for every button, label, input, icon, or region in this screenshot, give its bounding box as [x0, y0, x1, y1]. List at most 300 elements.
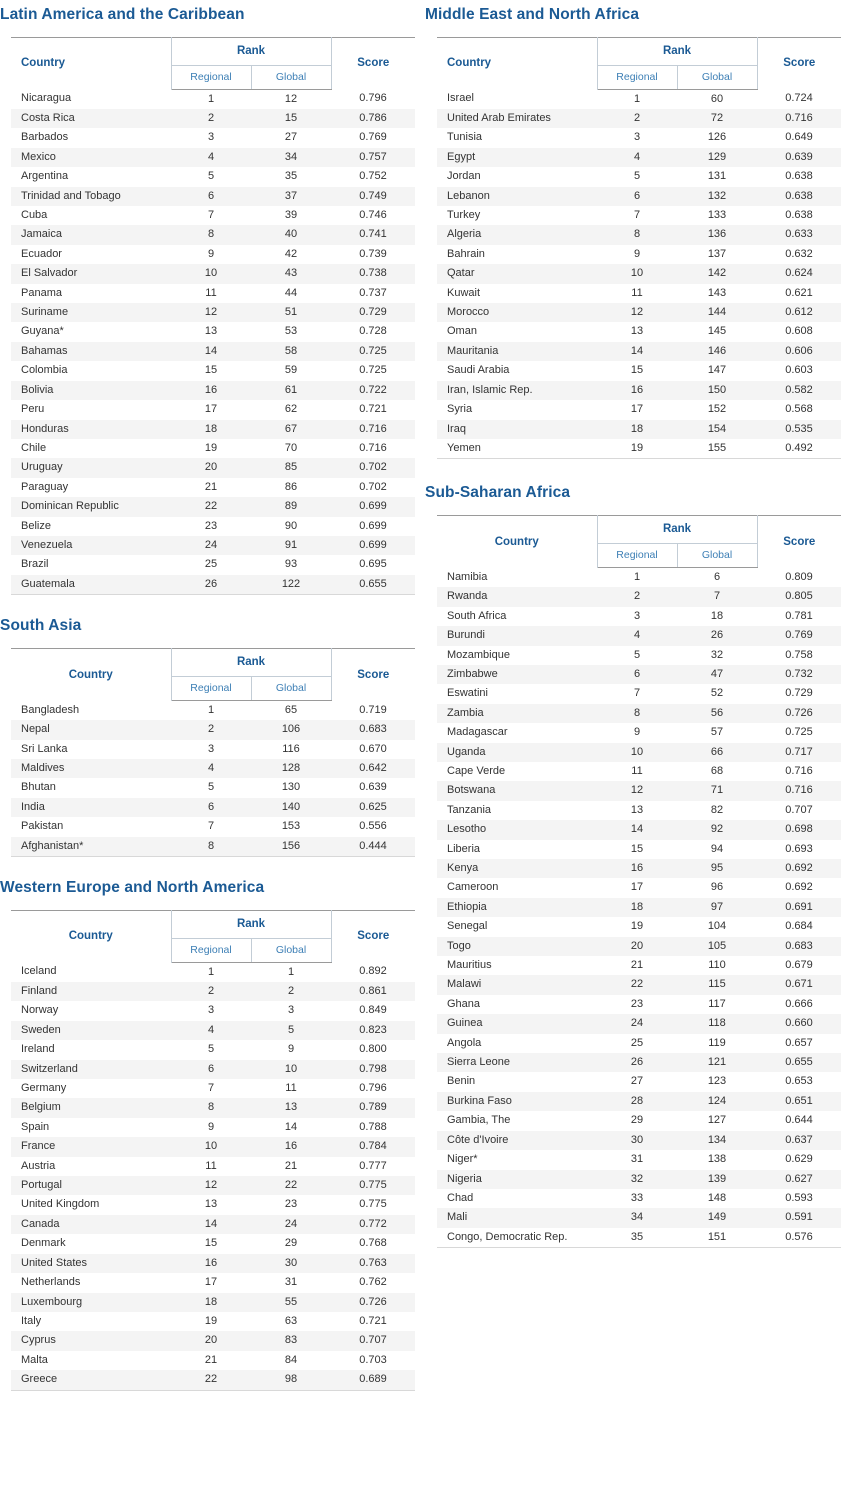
cell-country: El Salvador — [11, 264, 171, 283]
table-row — [437, 840, 841, 859]
cell-rank-regional: 5 — [171, 778, 251, 797]
cell-country: Niger* — [437, 1150, 597, 1169]
cell-score: 0.781 — [757, 607, 841, 626]
cell-country: Rwanda — [437, 587, 597, 606]
cell-rank-regional: 21 — [171, 478, 251, 497]
cell-score: 0.800 — [331, 1040, 415, 1059]
column-subheader-global: Global — [677, 65, 757, 89]
table-row — [437, 587, 841, 606]
cell-country: Mauritania — [437, 342, 597, 361]
cell-country: Zimbabwe — [437, 665, 597, 684]
cell-rank-regional: 13 — [597, 322, 677, 341]
cell-rank-global: 11 — [251, 1079, 331, 1098]
column-header-country: Country — [11, 910, 171, 962]
cell-rank-regional: 23 — [171, 517, 251, 536]
cell-country: Barbados — [11, 128, 171, 147]
cell-score: 0.738 — [331, 264, 415, 283]
cell-country: Cyprus — [11, 1331, 171, 1350]
cell-rank-regional: 4 — [597, 148, 677, 167]
table-row — [11, 1040, 415, 1059]
column-subheader-global: Global — [251, 676, 331, 700]
cell-rank-regional: 11 — [171, 284, 251, 303]
cell-rank-global: 119 — [677, 1034, 757, 1053]
cell-rank-regional: 21 — [171, 1351, 251, 1370]
cell-score: 0.657 — [757, 1034, 841, 1053]
table-row — [11, 497, 415, 516]
cell-rank-regional: 23 — [597, 995, 677, 1014]
cell-country: Maldives — [11, 759, 171, 778]
cell-rank-regional: 5 — [171, 167, 251, 186]
table-row — [437, 381, 841, 400]
cell-rank-global: 29 — [251, 1234, 331, 1253]
cell-country: Greece — [11, 1370, 171, 1390]
cell-rank-regional: 16 — [597, 859, 677, 878]
cell-rank-global: 51 — [251, 303, 331, 322]
table-row — [437, 1208, 841, 1227]
cell-country: Egypt — [437, 148, 597, 167]
cell-rank-global: 23 — [251, 1195, 331, 1214]
table-row — [437, 1053, 841, 1072]
cell-rank-global: 122 — [251, 575, 331, 595]
cell-rank-global: 10 — [251, 1060, 331, 1079]
section-middle-east-and-north-africa — [425, 0, 850, 459]
cell-score: 0.729 — [757, 684, 841, 703]
table-body — [11, 962, 415, 1390]
table-row — [11, 517, 415, 536]
table-row — [11, 1195, 415, 1214]
cell-score: 0.729 — [331, 303, 415, 322]
cell-country: Saudi Arabia — [437, 361, 597, 380]
cell-rank-global: 42 — [251, 245, 331, 264]
section-title: Latin America and the Caribbean — [0, 6, 245, 23]
cell-rank-global: 144 — [677, 303, 757, 322]
cell-country: Eswatini — [437, 684, 597, 703]
cell-rank-global: 152 — [677, 400, 757, 419]
cell-rank-regional: 12 — [171, 1176, 251, 1195]
cell-country: Nepal — [11, 720, 171, 739]
table-row — [11, 1079, 415, 1098]
table-row — [437, 665, 841, 684]
column-header-score: Score — [331, 910, 415, 962]
cell-country: Oman — [437, 322, 597, 341]
table-row — [437, 820, 841, 839]
table-body — [11, 89, 415, 595]
cell-country: Uruguay — [11, 458, 171, 477]
cell-country: Burkina Faso — [437, 1092, 597, 1111]
cell-rank-regional: 28 — [597, 1092, 677, 1111]
cell-country: Austria — [11, 1157, 171, 1176]
cell-rank-regional: 14 — [597, 342, 677, 361]
cell-rank-regional: 27 — [597, 1072, 677, 1091]
cell-country: Afghanistan* — [11, 837, 171, 857]
cell-rank-global: 22 — [251, 1176, 331, 1195]
cell-country: Senegal — [437, 917, 597, 936]
cell-score: 0.695 — [331, 555, 415, 574]
section-western-europe-and-north-america — [0, 857, 425, 1391]
cell-rank-global: 13 — [251, 1098, 331, 1117]
cell-rank-global: 127 — [677, 1111, 757, 1130]
table-row — [11, 458, 415, 477]
cell-rank-global: 90 — [251, 517, 331, 536]
cell-rank-global: 2 — [251, 982, 331, 1001]
cell-rank-regional: 1 — [597, 567, 677, 587]
cell-country: Israel — [437, 89, 597, 109]
cell-rank-regional: 7 — [597, 206, 677, 225]
cell-rank-global: 115 — [677, 975, 757, 994]
table-row — [11, 1137, 415, 1156]
cell-rank-regional: 8 — [171, 837, 251, 857]
cell-rank-global: 59 — [251, 361, 331, 380]
section-title: Western Europe and North America — [0, 879, 265, 896]
cell-rank-regional: 11 — [597, 762, 677, 781]
table-row — [11, 1312, 415, 1331]
table-row — [437, 646, 841, 665]
cell-country: United Arab Emirates — [437, 109, 597, 128]
cell-rank-global: 139 — [677, 1170, 757, 1189]
cell-country: Spain — [11, 1118, 171, 1137]
table-row — [11, 109, 415, 128]
table-row — [437, 1034, 841, 1053]
cell-score: 0.737 — [331, 284, 415, 303]
cell-rank-global: 31 — [251, 1273, 331, 1292]
cell-rank-regional: 20 — [597, 937, 677, 956]
cell-rank-global: 14 — [251, 1118, 331, 1137]
cell-score: 0.892 — [331, 962, 415, 982]
cell-rank-global: 86 — [251, 478, 331, 497]
cell-score: 0.666 — [757, 995, 841, 1014]
cell-score: 0.788 — [331, 1118, 415, 1137]
table-row — [11, 1118, 415, 1137]
cell-score: 0.772 — [331, 1215, 415, 1234]
cell-rank-global: 105 — [677, 937, 757, 956]
cell-rank-global: 52 — [677, 684, 757, 703]
cell-country: South Africa — [437, 607, 597, 626]
column-header-rank: Rank — [597, 515, 757, 543]
cell-score: 0.707 — [331, 1331, 415, 1350]
cell-score: 0.699 — [331, 517, 415, 536]
cell-rank-regional: 19 — [597, 917, 677, 936]
cell-rank-regional: 25 — [597, 1034, 677, 1053]
section-title: South Asia — [0, 617, 82, 635]
cell-score: 0.683 — [331, 720, 415, 739]
table-row — [437, 801, 841, 820]
table-header-row — [11, 37, 415, 65]
ranking-table — [11, 910, 415, 1391]
column-header-score: Score — [757, 515, 841, 567]
cell-rank-regional: 17 — [597, 878, 677, 897]
table-row — [11, 89, 415, 109]
cell-score: 0.716 — [331, 420, 415, 439]
cell-rank-regional: 7 — [597, 684, 677, 703]
cell-rank-regional: 9 — [171, 1118, 251, 1137]
left-column — [0, 0, 425, 1391]
table-row — [11, 361, 415, 380]
cell-rank-regional: 1 — [171, 700, 251, 720]
cell-score: 0.703 — [331, 1351, 415, 1370]
table-row — [11, 264, 415, 283]
cell-score: 0.768 — [331, 1234, 415, 1253]
cell-rank-global: 9 — [251, 1040, 331, 1059]
cell-score: 0.758 — [757, 646, 841, 665]
cell-rank-global: 97 — [677, 898, 757, 917]
table-row — [11, 798, 415, 817]
cell-country: Bolivia — [11, 381, 171, 400]
cell-rank-global: 27 — [251, 128, 331, 147]
cell-score: 0.638 — [757, 167, 841, 186]
cell-rank-regional: 10 — [597, 264, 677, 283]
table-body — [437, 89, 841, 459]
cell-score: 0.702 — [331, 458, 415, 477]
table-row — [11, 342, 415, 361]
cell-rank-regional: 8 — [597, 704, 677, 723]
cell-country: Côte d'Ivoire — [437, 1131, 597, 1150]
table-row — [437, 245, 841, 264]
cell-country: Iceland — [11, 962, 171, 982]
table-row — [11, 1351, 415, 1370]
cell-country: Cameroon — [437, 878, 597, 897]
table-row — [437, 859, 841, 878]
cell-rank-regional: 5 — [597, 167, 677, 186]
table-row — [437, 995, 841, 1014]
cell-country: United States — [11, 1254, 171, 1273]
cell-rank-global: 85 — [251, 458, 331, 477]
cell-country: Paraguay — [11, 478, 171, 497]
cell-country: India — [11, 798, 171, 817]
cell-rank-global: 47 — [677, 665, 757, 684]
cell-country: Guatemala — [11, 575, 171, 595]
cell-rank-regional: 8 — [171, 225, 251, 244]
cell-country: Lesotho — [437, 820, 597, 839]
cell-rank-regional: 6 — [171, 798, 251, 817]
cell-score: 0.746 — [331, 206, 415, 225]
table-row — [437, 128, 841, 147]
column-subheader-global: Global — [251, 65, 331, 89]
column-header-rank: Rank — [171, 910, 331, 938]
cell-score: 0.576 — [757, 1228, 841, 1248]
cell-score: 0.702 — [331, 478, 415, 497]
table-row — [11, 1157, 415, 1176]
cell-score: 0.444 — [331, 837, 415, 857]
column-header-country: Country — [437, 37, 597, 89]
cell-rank-regional: 21 — [597, 956, 677, 975]
cell-country: Mali — [437, 1208, 597, 1227]
table-row — [437, 743, 841, 762]
cell-rank-regional: 17 — [171, 1273, 251, 1292]
cell-rank-global: 91 — [251, 536, 331, 555]
cell-rank-global: 138 — [677, 1150, 757, 1169]
cell-country: Venezuela — [11, 536, 171, 555]
cell-rank-global: 7 — [677, 587, 757, 606]
cell-rank-regional: 33 — [597, 1189, 677, 1208]
cell-rank-global: 58 — [251, 342, 331, 361]
table-row — [11, 381, 415, 400]
cell-country: Malta — [11, 1351, 171, 1370]
cell-score: 0.763 — [331, 1254, 415, 1273]
cell-rank-regional: 3 — [171, 740, 251, 759]
table-row — [437, 704, 841, 723]
cell-country: Congo, Democratic Rep. — [437, 1228, 597, 1248]
table-row — [11, 1021, 415, 1040]
cell-country: Peru — [11, 400, 171, 419]
cell-rank-global: 3 — [251, 1001, 331, 1020]
cell-rank-global: 155 — [677, 439, 757, 459]
cell-rank-regional: 16 — [171, 381, 251, 400]
cell-score: 0.722 — [331, 381, 415, 400]
cell-score: 0.535 — [757, 420, 841, 439]
table-row — [437, 303, 841, 322]
cell-rank-regional: 6 — [597, 187, 677, 206]
table-row — [437, 1150, 841, 1169]
cell-score: 0.556 — [331, 817, 415, 836]
table-row — [11, 1098, 415, 1117]
cell-rank-global: 89 — [251, 497, 331, 516]
ranking-table — [11, 648, 415, 857]
table-row — [11, 1370, 415, 1390]
cell-rank-global: 128 — [251, 759, 331, 778]
cell-country: Qatar — [437, 264, 597, 283]
cell-country: Denmark — [11, 1234, 171, 1253]
cell-score: 0.603 — [757, 361, 841, 380]
cell-score: 0.691 — [757, 898, 841, 917]
table-row — [437, 1072, 841, 1091]
cell-country: Lebanon — [437, 187, 597, 206]
ranking-table — [437, 515, 841, 1248]
table-row — [437, 723, 841, 742]
cell-rank-global: 148 — [677, 1189, 757, 1208]
cell-score: 0.732 — [757, 665, 841, 684]
cell-rank-global: 123 — [677, 1072, 757, 1091]
cell-country: Gambia, The — [437, 1111, 597, 1130]
cell-rank-regional: 22 — [171, 1370, 251, 1390]
cell-rank-global: 98 — [251, 1370, 331, 1390]
cell-country: France — [11, 1137, 171, 1156]
cell-country: Trinidad and Tobago — [11, 187, 171, 206]
cell-rank-regional: 18 — [597, 898, 677, 917]
cell-score: 0.632 — [757, 245, 841, 264]
cell-rank-global: 16 — [251, 1137, 331, 1156]
cell-rank-global: 110 — [677, 956, 757, 975]
cell-rank-global: 57 — [677, 723, 757, 742]
column-header-country: Country — [437, 515, 597, 567]
section-title: Sub-Saharan Africa — [425, 484, 571, 502]
cell-score: 0.809 — [757, 567, 841, 587]
cell-rank-regional: 34 — [597, 1208, 677, 1227]
cell-score: 0.784 — [331, 1137, 415, 1156]
cell-rank-global: 5 — [251, 1021, 331, 1040]
column-subheader-regional: Regional — [171, 676, 251, 700]
cell-country: Ghana — [437, 995, 597, 1014]
cell-country: Guyana* — [11, 322, 171, 341]
table-row — [11, 187, 415, 206]
table-row — [11, 439, 415, 458]
cell-rank-regional: 1 — [597, 89, 677, 109]
cell-country: Belize — [11, 517, 171, 536]
cell-score: 0.716 — [757, 762, 841, 781]
table-row — [437, 626, 841, 645]
cell-rank-regional: 6 — [171, 187, 251, 206]
table-row — [11, 536, 415, 555]
cell-rank-global: 18 — [677, 607, 757, 626]
table-row — [11, 982, 415, 1001]
table-row — [437, 361, 841, 380]
cell-score: 0.653 — [757, 1072, 841, 1091]
cell-country: Chad — [437, 1189, 597, 1208]
cell-rank-regional: 15 — [171, 1234, 251, 1253]
cell-rank-regional: 18 — [171, 420, 251, 439]
cell-rank-global: 133 — [677, 206, 757, 225]
cell-score: 0.642 — [331, 759, 415, 778]
table-row — [437, 284, 841, 303]
cell-country: Argentina — [11, 167, 171, 186]
table-row — [11, 575, 415, 595]
cell-rank-regional: 15 — [171, 361, 251, 380]
cell-score: 0.726 — [331, 1293, 415, 1312]
table-row — [11, 1254, 415, 1273]
cell-country: Brazil — [11, 555, 171, 574]
cell-country: Iraq — [437, 420, 597, 439]
cell-rank-global: 116 — [251, 740, 331, 759]
cell-score: 0.633 — [757, 225, 841, 244]
cell-rank-regional: 8 — [171, 1098, 251, 1117]
table-row — [11, 1234, 415, 1253]
cell-rank-regional: 2 — [597, 109, 677, 128]
cell-score: 0.608 — [757, 322, 841, 341]
cell-country: Liberia — [437, 840, 597, 859]
cell-country: Cape Verde — [437, 762, 597, 781]
cell-rank-regional: 16 — [597, 381, 677, 400]
cell-country: Malawi — [437, 975, 597, 994]
cell-country: Botswana — [437, 781, 597, 800]
table-row — [11, 206, 415, 225]
cell-rank-global: 56 — [677, 704, 757, 723]
right-column — [425, 0, 850, 1248]
table-row — [437, 567, 841, 587]
cell-score: 0.621 — [757, 284, 841, 303]
cell-score: 0.775 — [331, 1176, 415, 1195]
cell-score: 0.725 — [331, 361, 415, 380]
table-row — [11, 128, 415, 147]
cell-rank-global: 43 — [251, 264, 331, 283]
cell-country: Guinea — [437, 1014, 597, 1033]
cell-country: Bhutan — [11, 778, 171, 797]
cell-country: Ethiopia — [437, 898, 597, 917]
cell-country: Angola — [437, 1034, 597, 1053]
cell-rank-global: 34 — [251, 148, 331, 167]
cell-rank-global: 132 — [677, 187, 757, 206]
cell-country: Bangladesh — [11, 700, 171, 720]
cell-rank-global: 63 — [251, 1312, 331, 1331]
table-row — [11, 817, 415, 836]
cell-score: 0.725 — [757, 723, 841, 742]
cell-rank-regional: 10 — [597, 743, 677, 762]
cell-country: Kuwait — [437, 284, 597, 303]
table-row — [437, 898, 841, 917]
cell-rank-regional: 4 — [171, 759, 251, 778]
cell-rank-global: 124 — [677, 1092, 757, 1111]
cell-country: Kenya — [437, 859, 597, 878]
cell-country: Burundi — [437, 626, 597, 645]
table-row — [437, 89, 841, 109]
section-title: Middle East and North Africa — [425, 6, 640, 23]
cell-rank-global: 140 — [251, 798, 331, 817]
cell-score: 0.683 — [757, 937, 841, 956]
cell-rank-global: 35 — [251, 167, 331, 186]
column-header-rank: Rank — [171, 648, 331, 676]
cell-rank-global: 60 — [677, 89, 757, 109]
cell-rank-global: 136 — [677, 225, 757, 244]
cell-rank-global: 61 — [251, 381, 331, 400]
cell-score: 0.823 — [331, 1021, 415, 1040]
